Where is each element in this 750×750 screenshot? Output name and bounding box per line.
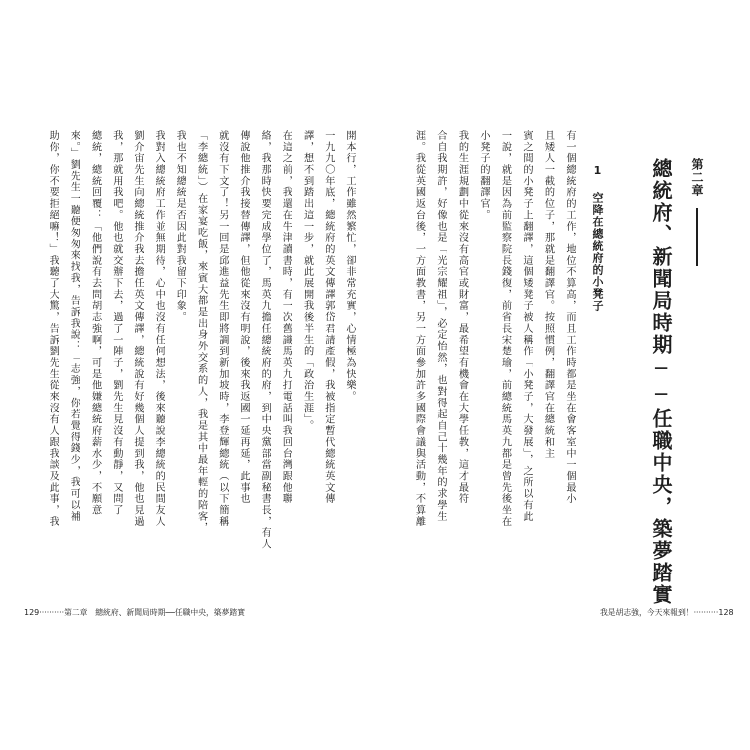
chapter-title: 總統府、新聞局時期──任職中央，築夢踏實	[649, 158, 673, 606]
text-column: 我，那就用我吧。他也就交辦下去，過了一陣子，劉先生見沒有動靜，又問了	[110, 130, 122, 516]
text-column: 一說，就是因為前監察院長錢復，前省長宋楚瑜，前總統馬英九都是曾先後坐在	[499, 130, 511, 528]
text-column: 助你，你不要拒絕嘛！」我聽了大驚，告訴劉先生從來沒有人跟我談及此事，我	[47, 130, 59, 528]
text-column: 「李總統」）在家宴吃飯，來賓大都是出身外交系的人，我是其中最年輕的陪客，	[195, 130, 207, 534]
right-footer	[600, 607, 734, 618]
text-column: 總統，總統回覆：「他們說有去問胡志強啊，可是他嫌總統府薪水少，不願意	[89, 130, 101, 516]
text-column: 我對入總統府工作並無期待，心中也沒有任何想法，後來聽說李總統的民間友人	[153, 130, 165, 528]
text-column: 就沒有下文了！另一回是邱進益先生即將調到新加坡時，李登輝總統（以下簡稱	[216, 130, 228, 528]
text-column: 賓之間的小凳子上翻譯，這個矮凳子被人稱作「小凳子，大發展」，之所以有此	[521, 130, 532, 523]
left-page	[24, 130, 374, 625]
text-column: 我的生涯規劃中從來沒有高官或財富，最希望有機會在大學任教，這才最符	[456, 130, 468, 505]
text-column: 有一個總統府的工作，地位不算高，而且工作時都是坐在會客室中一個最小	[564, 130, 575, 505]
right-page	[382, 130, 738, 625]
text-column: 小凳子的翻譯官。	[478, 130, 489, 221]
text-column: 我也不知總統是否因此對我留下印象。	[174, 130, 186, 323]
section-heading: 1 空降在總統府的小凳子	[591, 164, 604, 312]
left-footer	[24, 607, 245, 618]
text-column: 傳說他推介我接替傳譯，但他從來沒有明說，後來我返國一延再延，此事也	[238, 130, 249, 505]
right-running-head: 我是胡志強，今天來報到！	[600, 608, 694, 617]
text-column: 一九九〇年底，總統府的英文傳譯郭岱君請產假，我被指定暫代總統英文傳	[322, 130, 334, 505]
text-column: 在這之前，我還在牛津讀書時，有一次舊識馬英九打電話叫我回台灣跟他聯	[280, 130, 292, 505]
text-column: 涯。我從英國返台後，一方面教書，另一方面參加許多國際會議與活動，不算離	[413, 130, 425, 528]
text-column: 且矮人一截的位子，那就是翻譯官。按照慣例，翻譯官在總統和主	[542, 130, 554, 460]
footer-leader: ··········	[39, 608, 65, 617]
left-page-number: 129	[24, 608, 40, 617]
text-column: 劉介宙先生向總統推介我去擔任英文傳譯，總統說有好幾個人提到我，他也見過	[132, 130, 143, 528]
text-column: 來。」劉先生一聽便匆匆來找我，告訴我說：「志強，你若覺得錢少，我可以補	[68, 130, 80, 523]
text-column: 開本行，工作雖然繁忙，卻非常充實，心情極為快樂。	[344, 130, 355, 403]
text-column: 譯，想不到踏出這一步，就此展開我後半生的「政治生涯」。	[301, 130, 313, 432]
chapter-label: 第二章	[690, 158, 704, 197]
right-page-number: 128	[718, 608, 734, 617]
left-running-head: 第二章 總統府、新聞局時期──任職中央，築夢踏實	[64, 608, 245, 617]
chapter-rule	[696, 208, 698, 266]
text-column: 絡，我那時快要完成學位了，馬英九擔任總統府的府，到中央黨部當副秘書長，有人	[259, 130, 271, 550]
footer-leader: ··········	[693, 608, 719, 617]
text-column: 合自我期許，好像也是「光宗耀祖」，必定怡然，也對得起自己十幾年的求學生	[435, 130, 446, 523]
chapter-header	[648, 158, 728, 606]
